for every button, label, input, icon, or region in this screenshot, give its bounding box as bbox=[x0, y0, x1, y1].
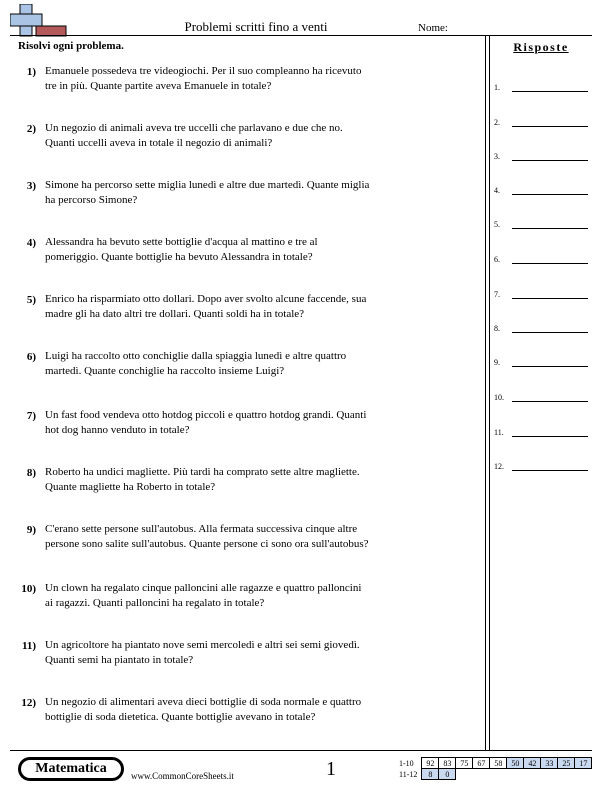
answer-line bbox=[512, 401, 588, 402]
answer-line bbox=[512, 126, 588, 127]
score-cell: 42 bbox=[524, 758, 541, 769]
answers-title: Risposte bbox=[513, 40, 569, 54]
question-text: Emanuele possedeva tre videogiochi. Per il suo compleanno ha ricevuto tre in più. Quante partite aveva Emanuele in totale? bbox=[45, 65, 362, 92]
score-row-label: 11-12 bbox=[399, 769, 418, 779]
answer-line bbox=[512, 436, 588, 437]
answer-line bbox=[512, 194, 588, 195]
answer-number: 9. bbox=[494, 358, 500, 367]
answer-slot[interactable] bbox=[494, 215, 594, 229]
question-number: 1) bbox=[26, 66, 36, 78]
answer-line bbox=[512, 263, 588, 264]
answer-line bbox=[512, 298, 588, 299]
answer-line bbox=[512, 228, 588, 229]
answer-line bbox=[512, 91, 588, 92]
page-number: 1 bbox=[326, 758, 336, 780]
score-cell: 8 bbox=[422, 769, 439, 780]
score-cell: 75 bbox=[456, 758, 473, 769]
score-row-label: 1-10 bbox=[399, 758, 414, 768]
question-text: Simone ha percorso sette miglia lunedì e altre due martedì. Quante miglia ha percorso Simone? bbox=[45, 179, 370, 206]
instructions: Risolvi ogni problema. bbox=[18, 40, 124, 52]
question-text: Un clown ha regalato cinque palloncini alle ragazze e quattro palloncini ai ragazzi. Quanti palloncini ha regalato in totale? bbox=[45, 582, 362, 609]
question-number: 10) bbox=[21, 583, 36, 595]
answer-number: 3. bbox=[494, 152, 500, 161]
page-title: Problemi scritti fino a venti bbox=[184, 19, 328, 34]
answer-line bbox=[512, 332, 588, 333]
answer-number: 7. bbox=[494, 290, 500, 299]
score-cell: 67 bbox=[473, 758, 490, 769]
answer-number: 6. bbox=[494, 255, 500, 264]
question-number: 6) bbox=[26, 351, 36, 363]
score-cell: 25 bbox=[558, 758, 575, 769]
question-number: 5) bbox=[26, 294, 36, 306]
question-text: Alessandra ha bevuto sette bottiglie d'acqua al mattino e tre al pomeriggio. Quante bottiglie ha bevuto Alessandra in totale? bbox=[45, 236, 318, 263]
question-number: 3) bbox=[26, 180, 36, 192]
answer-line bbox=[512, 366, 588, 367]
question-text: Luigi ha raccolto otto conchiglie dalla spiaggia lunedì e altre quattro martedì. Quante conchiglie ha raccolto insieme Luigi? bbox=[45, 350, 347, 377]
question-number: 7) bbox=[26, 410, 36, 422]
answer-slot[interactable] bbox=[494, 78, 594, 92]
answer-slot[interactable] bbox=[494, 285, 594, 299]
answer-number: 8. bbox=[494, 324, 500, 333]
answer-line bbox=[512, 160, 588, 161]
score-row bbox=[397, 769, 592, 780]
score-cell: 58 bbox=[490, 758, 507, 769]
answer-number: 10. bbox=[494, 393, 504, 402]
question-number: 2) bbox=[26, 123, 36, 135]
question-number: 9) bbox=[26, 524, 36, 536]
answer-column-divider bbox=[489, 36, 490, 750]
question-text: Roberto ha undici magliette. Più tardi ha comprato sette altre magliette. Quante magliette ha Roberto in totale? bbox=[45, 466, 360, 493]
answer-slot[interactable] bbox=[494, 250, 594, 264]
brand-badge bbox=[18, 757, 124, 781]
answer-number: 2. bbox=[494, 118, 500, 127]
answer-number: 11. bbox=[494, 428, 504, 437]
answer-number: 1. bbox=[494, 83, 500, 92]
question-text: Enrico ha risparmiato otto dollari. Dopo aver svolto alcune faccende, sua madre gli ha dato altri tre dollari. Quanti soldi ha in totale? bbox=[45, 293, 367, 320]
score-cell: 50 bbox=[507, 758, 524, 769]
answer-slot[interactable] bbox=[494, 181, 594, 195]
question-number: 11) bbox=[21, 640, 36, 652]
question-number: 12) bbox=[21, 697, 36, 709]
score-cell: 92 bbox=[422, 758, 439, 769]
score-cell: 83 bbox=[439, 758, 456, 769]
question-text: Un fast food vendeva otto hotdog piccoli e quattro hotdog grandi. Quanti hot dog hanno venduto in totale? bbox=[45, 409, 367, 436]
answer-number: 5. bbox=[494, 220, 500, 229]
question-number: 4) bbox=[26, 237, 36, 249]
question-text: Un negozio di alimentari aveva dieci bottiglie di soda normale e quattro bottiglie di soda dietetica. Quante bottiglie avevano in totale? bbox=[45, 696, 362, 723]
answer-slot[interactable] bbox=[494, 113, 594, 127]
answer-slot[interactable] bbox=[494, 423, 594, 437]
score-table bbox=[397, 757, 592, 780]
score-cell: 33 bbox=[541, 758, 558, 769]
footer-divider bbox=[10, 750, 592, 751]
question-text: Un negozio di animali aveva tre uccelli che parlavano e due che no. Quanti uccelli aveva in totale il negozio di animali? bbox=[45, 122, 343, 149]
question-text: C'erano sette persone sull'autobus. Alla fermata successiva cinque altre persone sono salite sull'autobus. Quante persone ci sono ora sull'autobus? bbox=[45, 523, 369, 550]
brand-label: Matematica bbox=[21, 760, 121, 778]
answer-slot[interactable] bbox=[494, 388, 594, 402]
question-text: Un agricoltore ha piantato nove semi mercoledì e altri sei semi giovedì. Quanti semi ha piantato in totale? bbox=[45, 639, 360, 666]
answer-slot[interactable] bbox=[494, 319, 594, 333]
answer-slot[interactable] bbox=[494, 147, 594, 161]
question-number: 8) bbox=[26, 467, 36, 479]
site-url: www.CommonCoreSheets.it bbox=[131, 771, 234, 781]
score-cell: 17 bbox=[575, 758, 592, 769]
answer-column-divider bbox=[485, 36, 486, 750]
answer-slot[interactable] bbox=[494, 457, 594, 471]
answer-line bbox=[512, 470, 588, 471]
answer-number: 4. bbox=[494, 186, 500, 195]
score-cell: 0 bbox=[439, 769, 456, 780]
name-label: Nome: bbox=[418, 22, 448, 34]
answer-slot[interactable] bbox=[494, 353, 594, 367]
score-row bbox=[397, 758, 592, 769]
header-divider bbox=[10, 35, 592, 36]
answer-number: 12. bbox=[494, 462, 504, 471]
